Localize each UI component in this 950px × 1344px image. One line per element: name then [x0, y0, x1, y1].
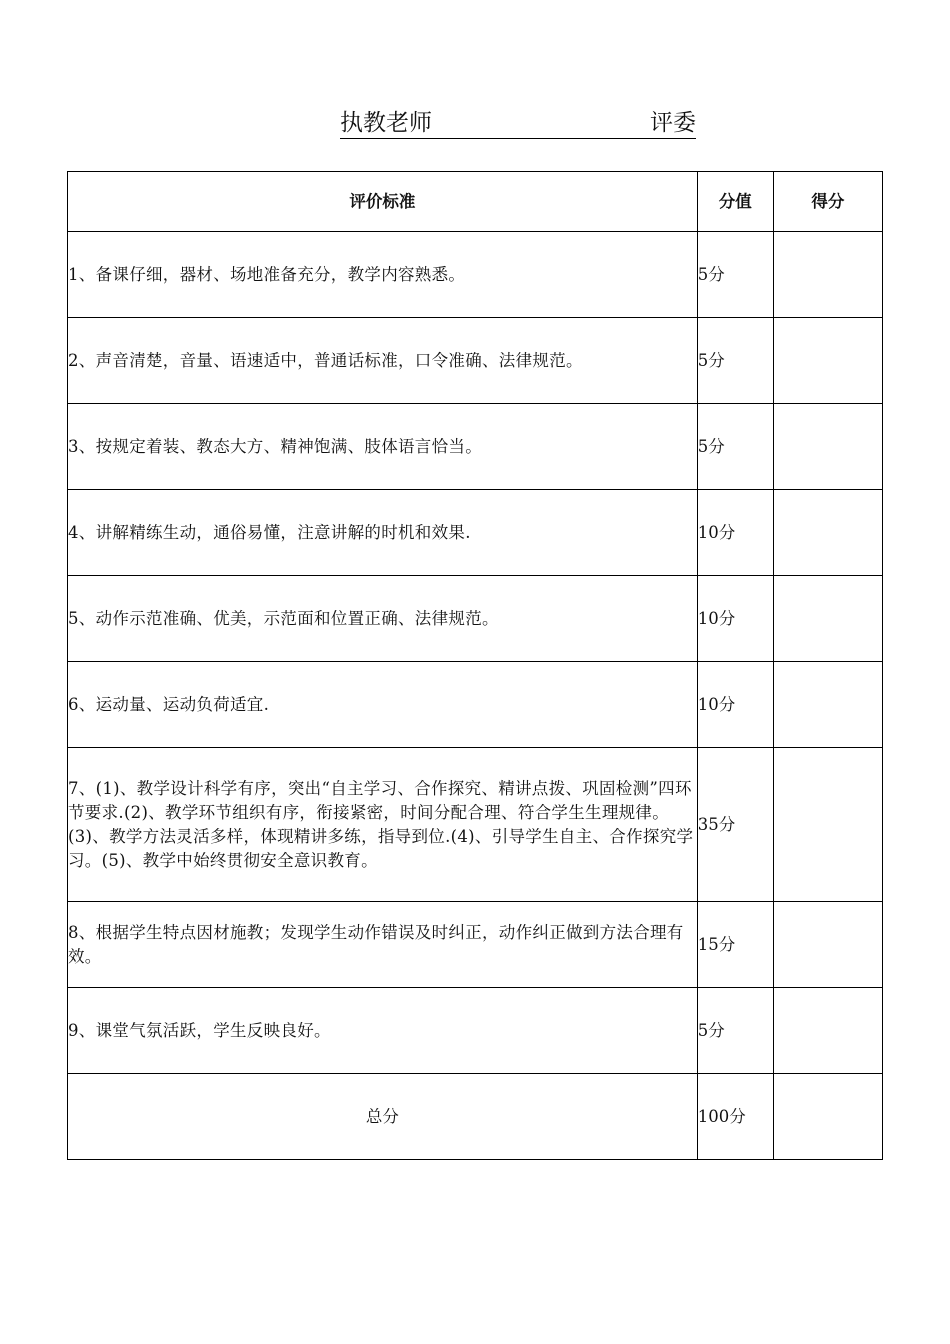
points-cell: 15分 — [697, 902, 773, 988]
evaluation-table — [67, 171, 883, 1160]
score-cell[interactable] — [773, 404, 882, 490]
criterion-cell: 9、课堂气氛活跃，学生反映良好。 — [68, 988, 698, 1074]
points-cell: 5分 — [697, 232, 773, 318]
table-row — [68, 318, 883, 404]
score-cell[interactable] — [773, 490, 882, 576]
total-label: 总分 — [68, 1074, 698, 1160]
score-cell[interactable] — [773, 232, 882, 318]
table-row — [68, 576, 883, 662]
total-points: 100分 — [697, 1074, 773, 1160]
header-score: 得分 — [773, 172, 882, 232]
criterion-cell: 5、动作示范准确、优美，示范面和位置正确、法律规范。 — [68, 576, 698, 662]
criterion-cell: 8、根据学生特点因材施教；发现学生动作错误及时纠正，动作纠正做到方法合理有效。 — [68, 902, 698, 988]
criterion-cell: 6、运动量、运动负荷适宜. — [68, 662, 698, 748]
points-cell: 10分 — [697, 662, 773, 748]
score-cell[interactable] — [773, 748, 882, 902]
judge-label: 评委 — [650, 110, 696, 136]
score-cell[interactable] — [773, 988, 882, 1074]
points-cell: 10分 — [697, 490, 773, 576]
score-cell[interactable] — [773, 662, 882, 748]
points-cell: 5分 — [697, 318, 773, 404]
teacher-label: 执教老师 — [340, 110, 432, 136]
criterion-cell: 1、备课仔细，器材、场地准备充分，教学内容熟悉。 — [68, 232, 698, 318]
table-header-row — [68, 172, 883, 232]
criterion-cell: 7、(1)、教学设计科学有序，突出“自主学习、合作探究、精讲点拨、巩固检测”四环节要求.(2)、教学环节组织有序，衔接紧密，时间分配合理、符合学生生理规律。(3)、教学方法灵活多样，体现精讲多练，指导到位.(4)、引导学生自主、合作探究学习。(5)、教学中始终贯彻安全意识教育。 — [68, 748, 698, 902]
points-cell: 5分 — [697, 404, 773, 490]
total-score-cell[interactable] — [773, 1074, 882, 1160]
criterion-cell: 2、声音清楚，音量、语速适中，普通话标准，口令准确、法律规范。 — [68, 318, 698, 404]
criterion-cell: 3、按规定着装、教态大方、精神饱满、肢体语言恰当。 — [68, 404, 698, 490]
score-cell[interactable] — [773, 576, 882, 662]
points-cell: 5分 — [697, 988, 773, 1074]
points-cell: 10分 — [697, 576, 773, 662]
table-row — [68, 902, 883, 988]
table-row — [68, 662, 883, 748]
header-criteria: 评价标准 — [68, 172, 698, 232]
total-row — [68, 1074, 883, 1160]
table-row — [68, 748, 883, 902]
criterion-cell: 4、讲解精练生动，通俗易懂，注意讲解的时机和效果. — [68, 490, 698, 576]
table-row — [68, 232, 883, 318]
page-header — [340, 108, 696, 139]
header-points: 分值 — [697, 172, 773, 232]
table-row — [68, 988, 883, 1074]
table-row — [68, 404, 883, 490]
table-row — [68, 490, 883, 576]
points-cell: 35分 — [697, 748, 773, 902]
score-cell[interactable] — [773, 318, 882, 404]
score-cell[interactable] — [773, 902, 882, 988]
